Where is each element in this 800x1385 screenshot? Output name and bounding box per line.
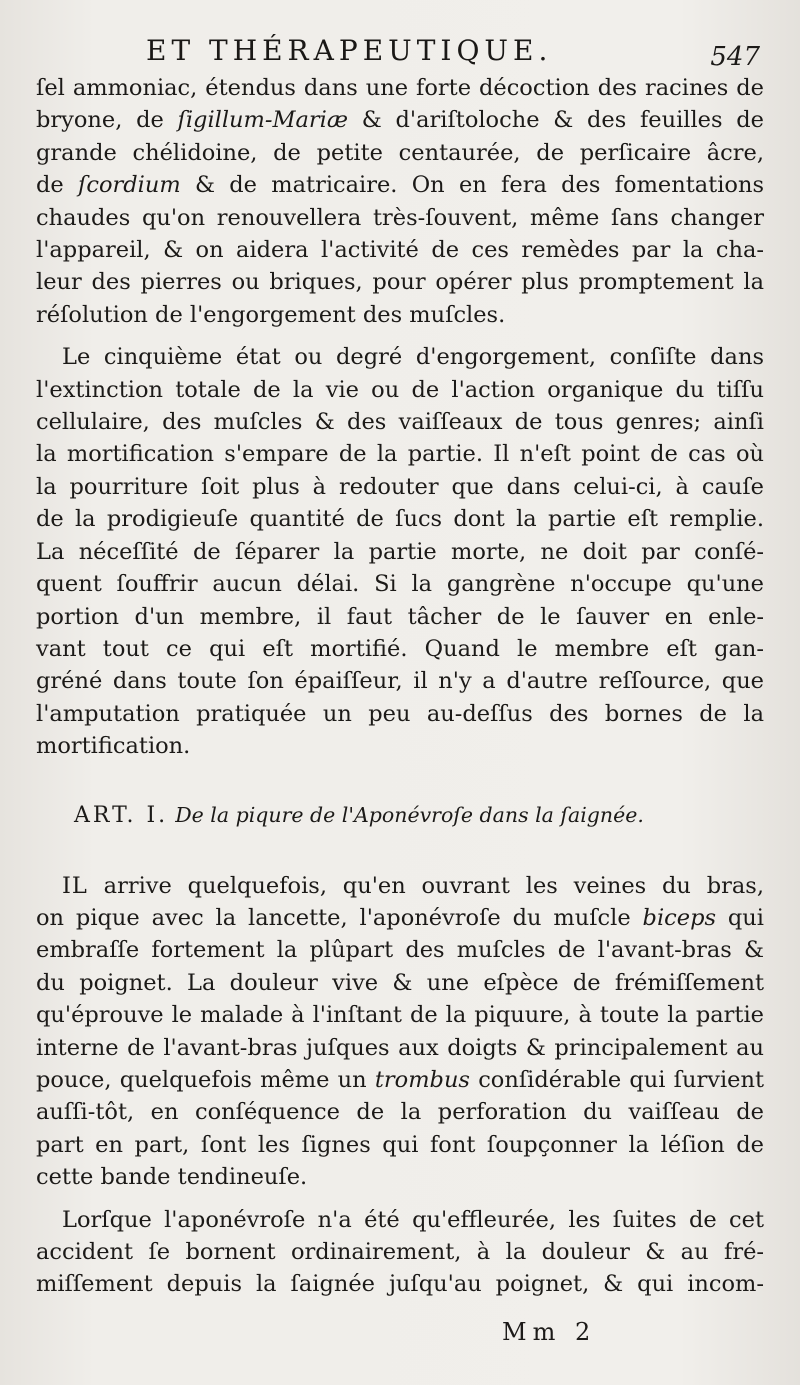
text-line: Le cinquième état ou degré d'engorgement, conſiſte dans (62, 344, 764, 371)
article-label: ART. I. (74, 802, 169, 828)
text-line: vant tout ce qui eſt mortifié. Quand le membre eſt gan- (36, 635, 764, 662)
text-line: la mortification s'empare de la partie. Il n'eſt point de cas où (36, 441, 764, 468)
text-line: embraſſe fortement la plûpart des muſcles de l'avant-bras & (36, 937, 764, 964)
text-line: part en part, ſont les ſignes qui font ſoupçonner la léſion de (36, 1131, 764, 1158)
text-line: gréné dans toute ſon épaiſſeur, il n'y a d'autre reſſource, que (36, 668, 764, 695)
text-line: réſolution de l'engorgement des muſcles. (36, 301, 506, 328)
text-line: auſſi-tôt, en conſéquence de la perforation du vaiſſeau de (36, 1099, 764, 1126)
page-header (36, 30, 760, 74)
page-body (36, 72, 764, 1301)
text-line: on pique avec la lancette, l'aponévroſe du muſcle biceps qui (36, 904, 764, 931)
text-line: l'appareil, & on aidera l'activité de ces remèdes par la cha- (36, 237, 764, 264)
text-line: la pourriture ſoit plus à redouter que dans celui-ci, à cauſe (36, 473, 764, 500)
paragraph-fifth-state (36, 341, 764, 762)
italic-term: ſcordium (78, 172, 181, 199)
text-line: l'extinction totale de la vie ou de l'action organique du tiſſu (36, 376, 764, 403)
paragraph-effleuree (36, 1204, 764, 1301)
text-line: miſſement depuis la ſaignée juſqu'au poignet, & qui incom- (36, 1271, 764, 1298)
article-heading (36, 799, 764, 832)
text-line: qu'éprouve le malade à l'inſtant de la piquure, à toute la partie (36, 1002, 764, 1029)
text-line: du poignet. La douleur vive & une eſpèce de frémiſſement (36, 969, 764, 996)
page-number: 547 (710, 42, 760, 72)
text-line: chaudes qu'on renouvellera très-ſouvent, même ſans changer (36, 204, 764, 231)
text-line: ſel ammoniac, étendus dans une forte décoction des racines de (36, 75, 764, 101)
text-line: portion d'un membre, il faut tâcher de le ſauver en enle- (36, 603, 764, 630)
signature-mark: Mm 2 (502, 1318, 597, 1346)
italic-term: ſigillum-Mariæ (177, 107, 349, 134)
text-line: leur des pierres ou briques, pour opérer plus promptement la (36, 269, 764, 296)
text-line: l'amputation pratiquée un peu au-deſſus des bornes de la (36, 700, 764, 727)
text-line: quent ſouffrir aucun délai. Si la gangrène n'occupe qu'une (36, 571, 764, 598)
text-line: cette bande tendineuſe. (36, 1164, 308, 1191)
text-line: mortification. (36, 733, 191, 760)
italic-term: biceps (642, 904, 717, 931)
text-line: de ſcordium & de matricaire. On en fera des fomentations (36, 172, 764, 199)
text-line: pouce, quelquefois même un trombus conſidérable qui ſurvient (36, 1066, 764, 1093)
text-line: accident ſe bornent ordinairement, à la douleur & au fré- (36, 1239, 764, 1265)
text-line: bryone, de ſigillum-Mariæ & d'ariſtoloche & des feuilles de (36, 107, 764, 134)
text-line: Lorſque l'aponévroſe n'a été qu'effleurée, les ſuites de cet (62, 1206, 764, 1233)
italic-term: trombus (374, 1066, 470, 1093)
text-line: cellulaire, des muſcles & des vaiſſeaux de tous genres; ainſi (36, 409, 764, 436)
text-line: interne de l'avant-bras juſques aux doigts & principalement au (36, 1034, 764, 1061)
paragraph-continuation (36, 72, 764, 331)
text-line: IL arrive quelquefois, qu'en ouvrant les veines du bras, (62, 872, 764, 899)
dropcap: IL (62, 872, 88, 899)
paragraph-piqure (36, 870, 764, 1194)
article-title: De la piqure de l'Aponévroſe dans la ſaignée. (175, 802, 644, 827)
running-head: ET THÉRAPEUTIQUE. (146, 34, 553, 67)
text-line: de la prodigieuſe quantité de ſucs dont la partie eſt remplie. (36, 506, 764, 533)
text-line: grande chélidoine, de petite centaurée, de perſicaire âcre, (36, 139, 764, 166)
text-line: La néceſſité de ſéparer la partie morte, ne doit par conſé- (36, 538, 764, 565)
